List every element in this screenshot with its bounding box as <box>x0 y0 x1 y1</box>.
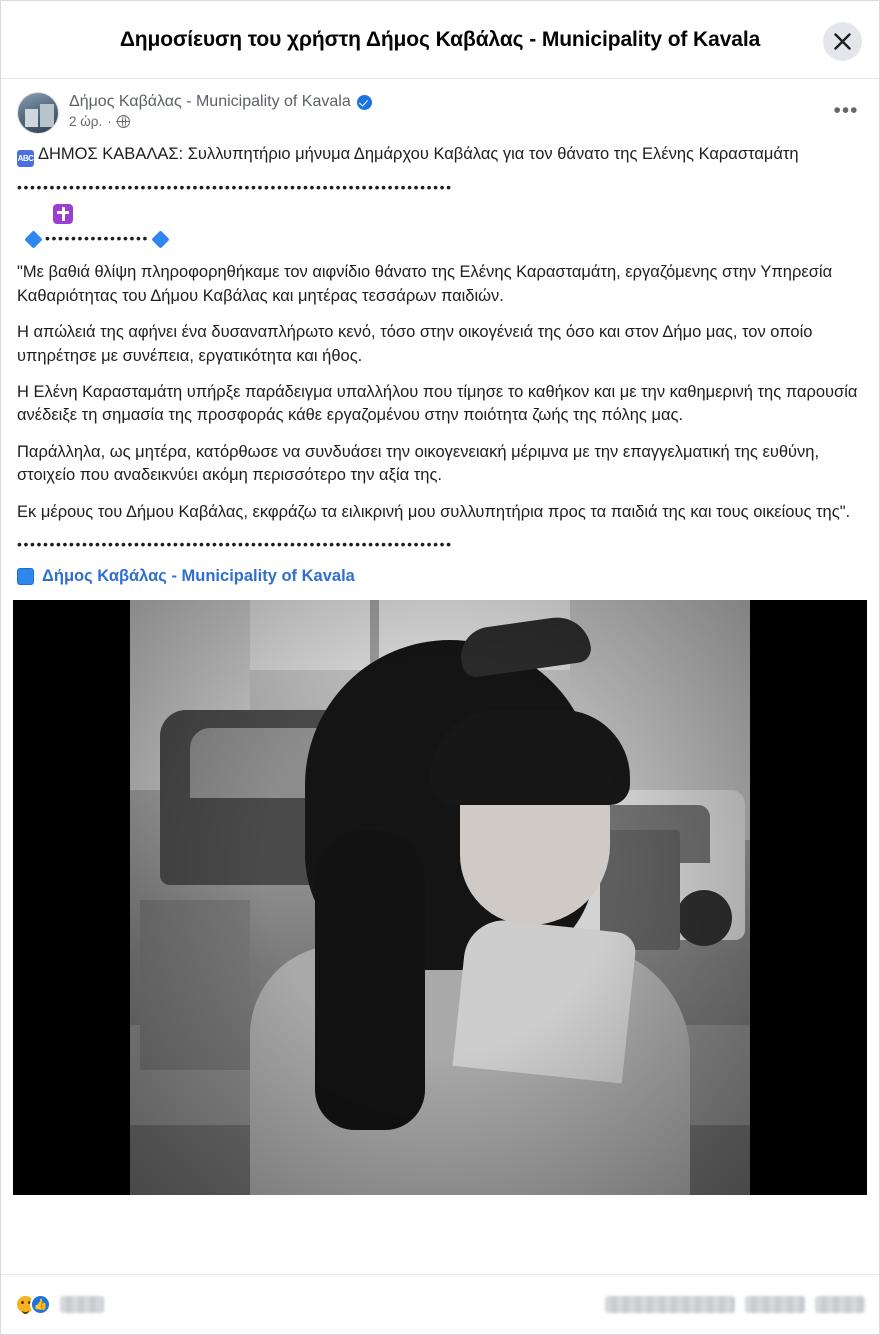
globe-icon <box>117 115 130 128</box>
post-options-button[interactable]: ••• <box>829 94 863 128</box>
shares-count-redacted <box>745 1296 805 1313</box>
post-paragraph: Η Ελένη Καρασταμάτη υπήρξε παράδειγμα υπαλλήλου που τίμησε το καθήκον και με την καθημερινή της παρουσία ανέδειξε τη σημασία της προσφοράς κάθε εργαζομένου στην ποιότητα ζωής της πόλης μας. <box>17 382 858 425</box>
page-mention-row <box>1 565 879 596</box>
post-photo[interactable] <box>13 600 867 1195</box>
post-photo-image <box>130 600 750 1195</box>
post-header <box>1 80 879 138</box>
reaction-icons-group[interactable] <box>15 1294 104 1315</box>
verified-badge-icon <box>357 95 372 110</box>
page-mention-link[interactable]: Δήμος Καβάλας - Municipality of Kavala <box>42 567 355 586</box>
divider-top: ••••••••••••••••••••••••••••••••••••••••••••••••••••••••••••••••••• <box>17 179 453 195</box>
author-block <box>69 92 829 129</box>
page-title: Δημοσίευση του χρήστη Δήμος Καβάλας - Municipality of Kavala <box>119 27 761 51</box>
post-paragraph: Η απώλειά της αφήνει ένα δυσαναπλήρωτο κενό, τόσο στην οικογένειά της όσο και στον Δήμο μας, τον οποίο υπηρέτησε με συνέπεια, εργατικότητα και ήθος. <box>17 323 813 365</box>
reaction-count-redacted <box>60 1296 104 1313</box>
comments-count-redacted <box>605 1296 735 1313</box>
page-badge-icon <box>17 568 34 585</box>
post-headline-text: ΔΗΜΟΣ ΚΑΒΑΛΑΣ: Συλλυπητήριο μήνυμα Δημάρχου Καβάλας για τον θάνατο της Ελένης Καρασταμάτη <box>38 145 799 163</box>
post-paragraph: Εκ μέρους του Δήμου Καβάλας, εκφράζω τα ειλικρινή μου συλλυπητήρια προς τα παιδιά της και τους οικείους της". <box>17 502 851 521</box>
post-content-scroll[interactable] <box>1 80 879 1274</box>
author-name[interactable]: Δήμος Καβάλας - Municipality of Kavala <box>69 93 351 110</box>
diamond-right-icon <box>151 230 169 248</box>
post-paragraph: "Με βαθιά θλίψη πληροφορηθήκαμε τον αιφνίδιο θάνατο της Ελένης Καρασταμάτη, εργαζόμενης στην Υπηρεσία Καθαριότητας του Δήμου Καβάλας και μητέρας τεσσάρων παιδιών. <box>17 263 833 305</box>
close-icon <box>834 33 851 50</box>
author-name-row <box>69 93 829 111</box>
post-body-text <box>1 138 879 565</box>
footer-right-group <box>605 1296 865 1313</box>
cross-row <box>17 202 863 225</box>
dialog-header <box>1 1 879 79</box>
news-badge-icon: ABC <box>17 150 34 167</box>
post-headline <box>17 143 863 167</box>
post-meta <box>69 114 829 129</box>
post-timestamp[interactable]: 2 ώρ. <box>69 114 103 129</box>
reactions-bar <box>1 1274 879 1334</box>
divider-bottom: ••••••••••••••••••••••••••••••••••••••••••••••••••••••••••••••••••• <box>17 536 453 553</box>
close-button[interactable] <box>823 22 862 61</box>
meta-separator: · <box>107 114 112 129</box>
cross-icon <box>53 204 73 224</box>
like-reaction-icon <box>30 1294 51 1315</box>
diamond-dots: •••••••••••••••• <box>45 230 150 247</box>
post-paragraph: Παράλληλα, ως μητέρα, κατόρθωσε να συνδυάσει την οικογενειακή μέριμνα με την επαγγελματική της ευθύνη, στοιχείο που αναδεικνύει ακόμη περισσότερο την αξία της. <box>17 442 820 485</box>
views-count-redacted <box>815 1296 865 1313</box>
diamond-divider <box>17 229 863 249</box>
avatar[interactable] <box>17 92 59 134</box>
diamond-left-icon <box>24 230 42 248</box>
